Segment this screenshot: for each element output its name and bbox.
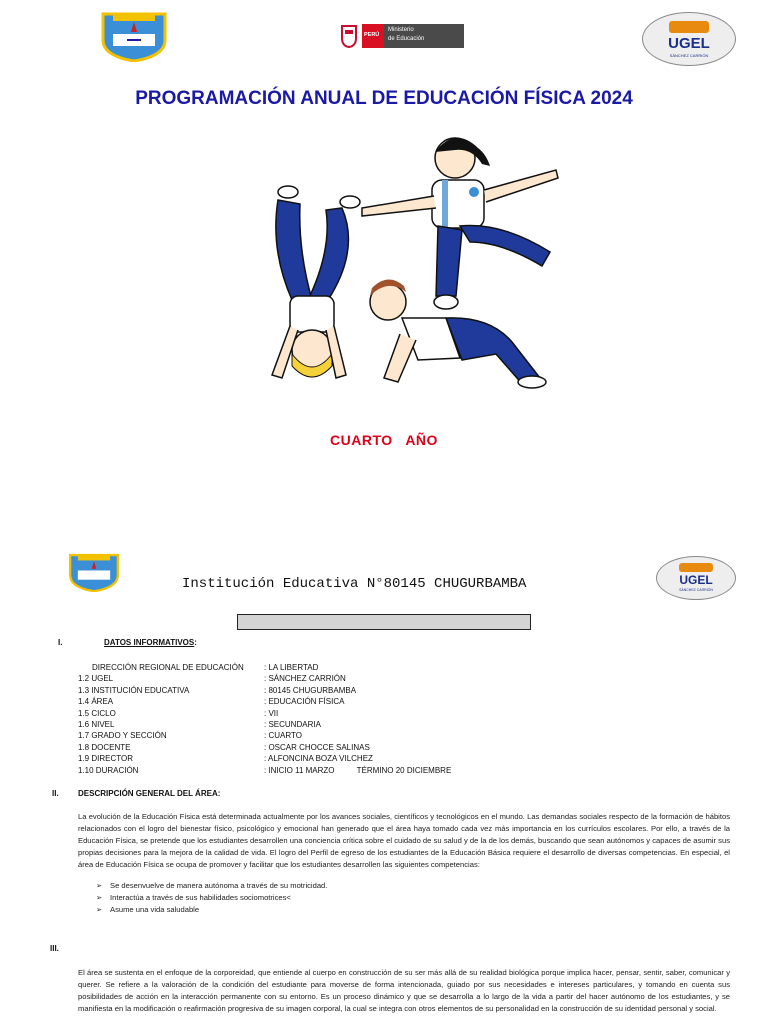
ministry-line1: Ministerio: [388, 27, 414, 33]
ministry-line2: de Educación: [388, 36, 425, 42]
section-3-paragraph: El área se sustenta en el enfoque de la corporeidad, que entiende al cuerpo en construcción de su ser más allá de su realidad biológica porque implica hacer, pensar, sentir, saber, comunicar y querer. Se refiere a la valoración de la condición del estudiante para moverse de forma intencionada, guiado por sus necesidades e intereses particulares, y tomando en cuenta sus posibilidades de acción en la interacción permanente con su entorno. Es un proceso dinámico y que se desarrolla a lo largo de la vida a partir del hacer autónomo de los estudiantes, y se manifiesta en la modificación o reafirmación progresiva de su imagen corporal, la cual se integra con otros elementos de su personalidad en la construcción de su identidad personal y social.: [78, 968, 730, 1013]
children-exercising-illustration: [250, 130, 560, 405]
ugel-logo: [642, 12, 736, 66]
bullet-arrow-icon: ➢: [96, 905, 103, 914]
section-2-heading: [52, 789, 352, 801]
bullet-arrow-icon: ➢: [96, 893, 103, 902]
ugel-logo-subtext: SÁNCHEZ CARRIÓN: [669, 53, 709, 58]
peru-shield-icon: [340, 24, 358, 48]
ugel-logo-small-text: UGEL: [679, 573, 713, 587]
section-2-title: DESCRIPCIÓN GENERAL DEL ÁREA:: [78, 789, 221, 798]
section-1-colon: :: [194, 638, 197, 647]
handstand-child-figure: [272, 186, 360, 378]
competencies-list: [96, 880, 327, 916]
section-1-number: I.: [58, 638, 63, 647]
empty-gray-bar: [237, 614, 531, 630]
crawling-child-figure: [370, 279, 546, 388]
ugel-logo-small: [656, 556, 736, 600]
document-title: PROGRAMACIÓN ANUAL DE EDUCACIÓN FÍSICA 2024: [135, 88, 633, 109]
ugel-logo-small-subtext: SÁNCHEZ CARRIÓN: [679, 588, 713, 592]
bullet-arrow-icon: ➢: [96, 881, 103, 890]
ministry-country: PERÚ: [364, 32, 380, 38]
ministry-logo: [340, 22, 464, 50]
list-item: ➢ Se desenvuelve de manera autónoma a través de su motricidad.: [96, 881, 328, 890]
section-3-number: III.: [50, 944, 59, 953]
list-item: ➢ Interactúa a través de sus habilidades sociomotrices<: [96, 893, 291, 902]
section-2-number: II.: [52, 789, 59, 798]
section-1-title: DATOS INFORMATIVOS: [104, 638, 195, 647]
grade-label: CUARTO AÑO: [330, 432, 438, 448]
school-crest-logo: [99, 10, 169, 62]
institution-name: Institución Educativa N°80145 CHUGURBAMBA: [182, 576, 527, 592]
section-2-paragraph: La evolución de la Educación Física está determinada actualmente por los avances sociales, científicos y tecnológicos en el mundo. Las demandas sociales respecto de la formación de hábitos relacionados con el logro del bienestar físico, psicológico y emocional han generado que el área haya tomado cada vez más importancia en los currículos escolares. Por ello, a través de la Educación Física, se pretende que los estudiantes desarrollen una conciencia crítica sobre el cuidado de su salud y de la de los demás, buscando que sean autónomos y capaces de asumir sus propias decisiones para la mejora de la calidad de vida. El logro del Perfil de egreso de los estudiantes de la Educación Básica requiere el desarrollo de diversas competencias. En especial, el área de Educación Física se ocupa de promover y facilitar que los estudiantes desarrollen las siguientes competencias:: [78, 812, 730, 869]
school-crest-logo-small: [62, 552, 126, 592]
section-1-heading: [58, 638, 358, 650]
list-item: ➢ Asume una vida saludable: [96, 905, 200, 914]
ugel-logo-text: UGEL: [668, 35, 710, 52]
